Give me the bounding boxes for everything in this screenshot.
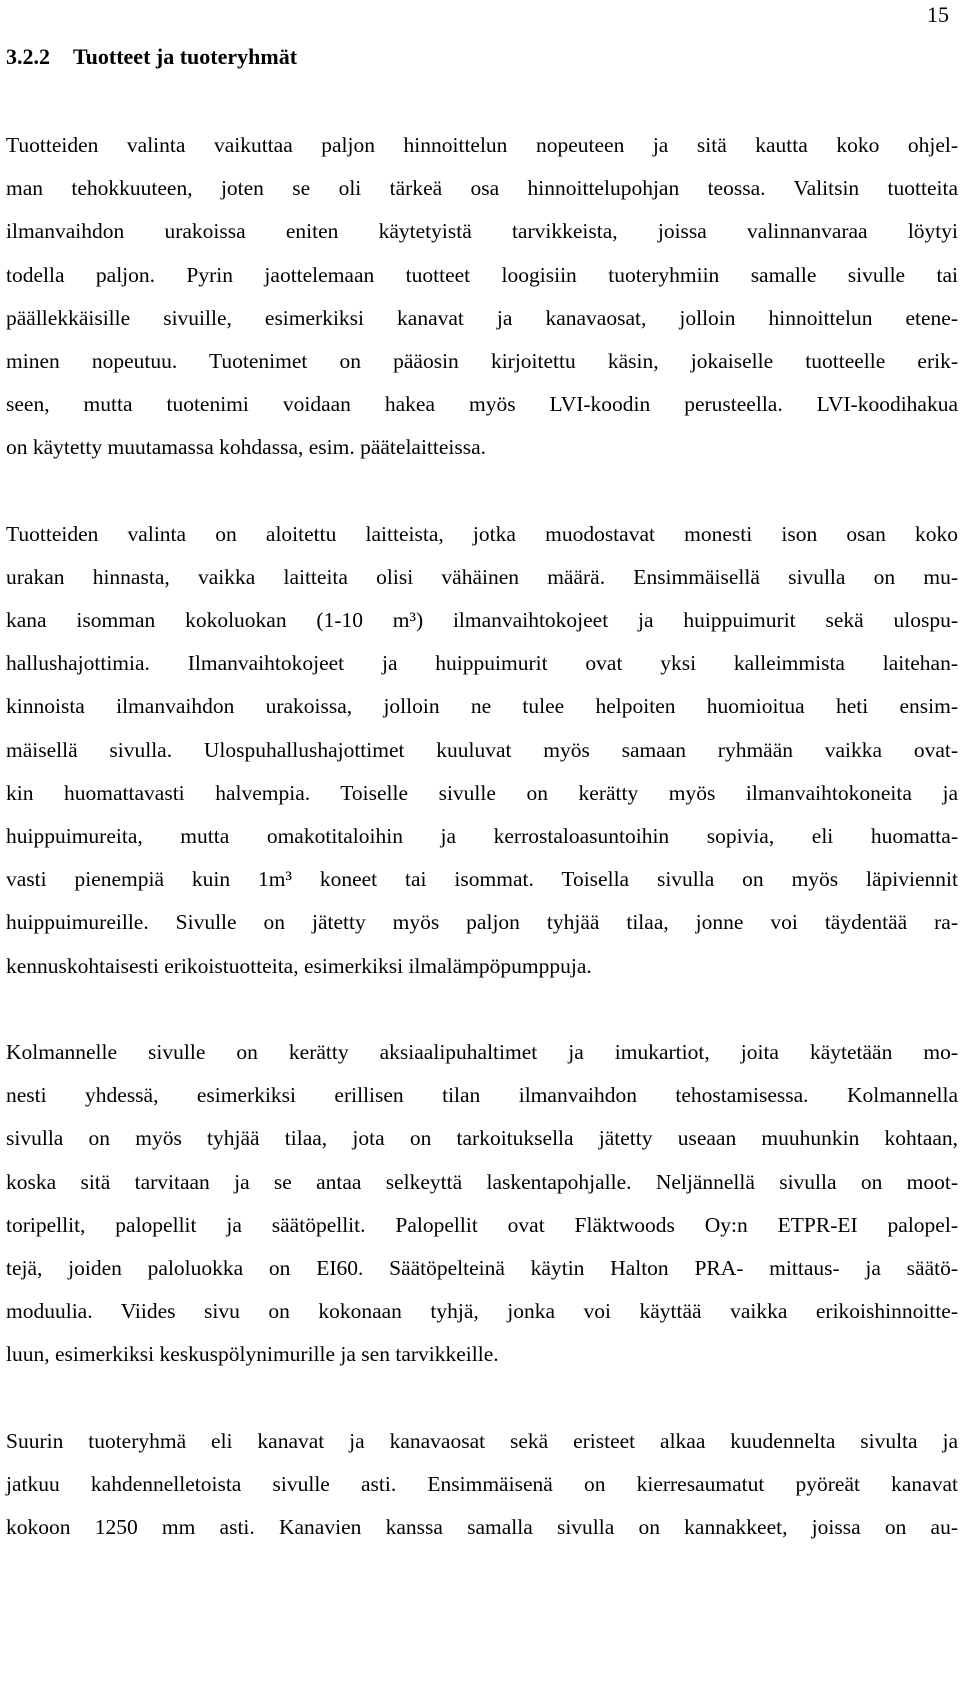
body-text — [6, 124, 958, 1549]
section-title: Tuotteet ja tuoteryhmät — [73, 44, 298, 69]
text-line: urakan hinnasta, vaikka laitteita olisi vähäinen määrä. Ensimmäisellä sivulla on mu- — [6, 564, 958, 589]
text-line: tejä, joiden paloluokka on EI60. Säätöpelteinä käytin Halton PRA- mittaus- ja säätö- — [6, 1255, 958, 1280]
paragraph — [6, 1420, 958, 1550]
text-line: kokoon 1250 mm asti. Kanavien kanssa samalla sivulla on kannakkeet, joissa on au- — [6, 1515, 958, 1539]
text-line: jatkuu kahdennelletoista sivulle asti. Ensimmäisenä on kierresaumatut pyöreät kanavat — [6, 1471, 958, 1496]
paragraph — [6, 513, 958, 988]
text-line: minen nopeutuu. Tuotenimet on pääosin kirjoitettu käsin, jokaiselle tuotteelle erik- — [6, 348, 958, 373]
text-line: ilmanvaihdon urakoissa eniten käytetyistä tarvikkeista, joissa valinnanvaraa löytyi — [6, 219, 958, 244]
text-line: kin huomattavasti halvempia. Toiselle sivulle on kerätty myös ilmanvaihtokoneita ja — [6, 780, 958, 805]
text-line: kennuskohtaisesti erikoistuotteita, esimerkiksi ilmalämpöpumppuja. — [6, 953, 592, 978]
text-line: hallushajottimia. Ilmanvaihtokojeet ja huippuimurit ovat yksi kalleimmista laitehan- — [6, 651, 958, 676]
section-heading — [6, 42, 297, 72]
text-line: huippuimureita, mutta omakotitaloihin ja kerrostaloasuntoihin sopivia, eli huomatta- — [6, 824, 958, 848]
text-line: mäisellä sivulla. Ulospuhallushajottimet kuuluvat myös samaan ryhmään vaikka ovat- — [6, 737, 958, 762]
text-line: kana isomman kokoluokan (1-10 m³) ilmanvaihtokojeet ja huippuimurit sekä ulospu- — [6, 608, 958, 633]
text-line: vasti pienempiä kuin 1m³ koneet tai isommat. Toisella sivulla on myös läpiviennit — [6, 867, 958, 892]
paragraph — [6, 124, 958, 470]
text-line: seen, mutta tuotenimi voidaan hakea myös LVI-koodin perusteella. LVI-koodihakua — [6, 392, 958, 417]
text-line: huippuimureille. Sivulle on jätetty myös paljon tyhjää tilaa, jonne voi täydentää ra- — [6, 910, 958, 935]
text-line: päällekkäisille sivuille, esimerkiksi kanavat ja kanavaosat, jolloin hinnoittelun etene- — [6, 305, 958, 330]
text-line: Kolmannelle sivulle on kerätty aksiaalipuhaltimet ja imukartiot, joita käytetään mo- — [6, 1039, 958, 1064]
text-line: todella paljon. Pyrin jaottelemaan tuotteet loogisiin tuoteryhmiin samalle sivulle tai — [6, 262, 958, 287]
text-line: sivulla on myös tyhjää tilaa, jota on tarkoituksella jätetty useaan muuhunkin kohtaan, — [6, 1126, 958, 1151]
text-line: Tuotteiden valinta vaikuttaa paljon hinnoittelun nopeuteen ja sitä kautta koko ohjel- — [6, 133, 958, 157]
page-number: 15 — [927, 2, 949, 27]
text-line: koska sitä tarvitaan ja se antaa selkeyttä laskentapohjalle. Neljännellä sivulla on moot- — [6, 1169, 958, 1194]
text-line: luun, esimerkiksi keskuspölynimurille ja sen tarvikkeille. — [6, 1342, 499, 1367]
text-line: Tuotteiden valinta on aloitettu laitteista, jotka muodostavat monesti ison osan koko — [6, 521, 958, 546]
text-line: kinnoista ilmanvaihdon urakoissa, jolloin ne tulee helpoiten huomioitua heti ensim- — [6, 694, 958, 719]
section-number: 3.2.2 — [6, 44, 50, 69]
text-line: nesti yhdessä, esimerkiksi erillisen tilan ilmanvaihdon tehostamisessa. Kolmannella — [6, 1083, 958, 1108]
text-line: moduulia. Viides sivu on kokonaan tyhjä, jonka voi käyttää vaikka erikoishinnoitte- — [6, 1299, 958, 1324]
text-line: Suurin tuoteryhmä eli kanavat ja kanavaosat sekä eristeet alkaa kuudennelta sivulta ja — [6, 1428, 958, 1453]
text-line: on käytetty muutamassa kohdassa, esim. päätelaitteissa. — [6, 435, 487, 460]
text-line: man tehokkuuteen, joten se oli tärkeä osa hinnoittelupohjan teossa. Valitsin tuotteita — [6, 176, 958, 201]
paragraph — [6, 1031, 958, 1377]
text-line: toripellit, palopellit ja säätöpellit. Palopellit ovat Fläktwoods Oy:n ETPR-EI palopel- — [6, 1212, 958, 1237]
